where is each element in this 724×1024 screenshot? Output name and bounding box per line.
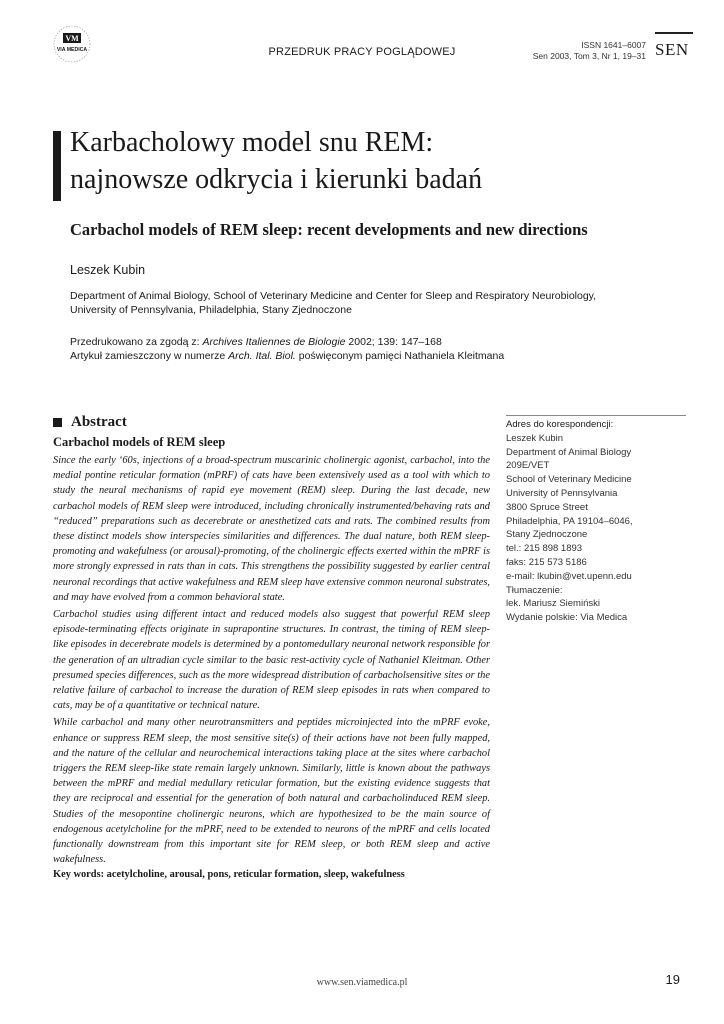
abstract-section xyxy=(53,414,490,880)
reprint-note xyxy=(70,335,670,363)
correspondence-line: University of Pennsylvania xyxy=(506,487,618,499)
title-line-2: najnowsze odkrycia i kierunki badań xyxy=(70,164,483,195)
correspondence-fax: faks: 215 573 5186 xyxy=(506,556,587,568)
keywords: Key words: acetylcholine, arousal, pons, reticular formation, sleep, wakefulness xyxy=(53,869,405,881)
correspondence-line: Leszek Kubin xyxy=(506,432,564,444)
correspondence-line: Philadelphia, PA 19104–6046, xyxy=(506,515,633,527)
correspondence-line: 3800 Spruce Street xyxy=(506,501,588,513)
article-subtitle: Carbachol models of REM sleep: recent developments and new directions xyxy=(70,220,588,239)
abstract-paragraph-2: Carbachol studies using different intact and reduced models also suggest that powerful REM sleep episode-terminating effects originate in suprapontine structures. In contrast, the timing of REM sleep-like episodes in decerebrate models is determined by a pontomedullary neuronal network responsible for the generation of an ultradian cycle similar to the basic rest-activity cycle of Nathaniel Kleitman. Other presumed species differences, such as the more widespread distribution of carbacholsensitive sites or the relative failure of carbachol to increase the duration of REM sleep episodes in rats when compared to cats, may be of a quantitative or technical nature. xyxy=(53,609,490,712)
footer-url[interactable]: www.sen.viamedica.pl xyxy=(316,977,408,988)
correspondence-heading: Adres do korespondencji: xyxy=(506,419,614,430)
issn: ISSN 1641–6007 xyxy=(581,40,646,50)
svg-text:VIA MEDICA: VIA MEDICA xyxy=(56,47,88,53)
correspondence-line: Stany Zjednoczone xyxy=(506,529,588,541)
correspondence-line: Tłumaczenie: xyxy=(506,584,563,596)
author-name: Leszek Kubin xyxy=(70,263,146,277)
publisher-logo xyxy=(44,24,100,64)
correspondence-email[interactable]: e-mail: lkubin@vet.upenn.edu xyxy=(506,570,632,582)
via-medica-logo-icon xyxy=(44,24,100,64)
reprint-line: Przedrukowano za zgodą z: Archives Italiennes de Biologie 2002; 139: 147–168 xyxy=(70,336,442,348)
abstract-heading: Abstract xyxy=(53,414,490,431)
correspondence-line: Wydanie polskie: Via Medica xyxy=(506,612,628,624)
correspondence-phone: tel.: 215 898 1893 xyxy=(506,543,583,555)
section-label: PRZEDRUK PRACY POGLĄDOWEJ xyxy=(268,46,456,58)
title-line-1: Karbacholowy model snu REM: xyxy=(70,127,434,158)
abstract-paragraph-3: While carbachol and many other neurotransmitters and peptides microinjected into the mPRF evoke, enhance or suppress REM sleep, the most sensitive site(s) of their actions have not been fully mapped, and the nature of the cellular and neurochemical interactions taking place at the sites where carbachol triggers the REM sleep-like state remain largely unknown. Similarly, little is known about the pathways between the mPRF and medial medullary reticular formation, but the existing evidence suggests that they are reciprocal and essential for the generation of both natural and carbacholinduced REM sleep. Studies of the mesopontine cholinergic neurons, which are hypothesized to be the main source of endogenous acetylcholine for the mPRF, need to be extended to neurons of the mPRF and cells located functionally downstream from this important site for REM sleep, or both REM sleep and active wakefulness. xyxy=(53,717,490,866)
page-number: 19 xyxy=(665,972,680,987)
affiliation-line-2: University of Pennsylvania, Philadelphia, Stany Zjednoczone xyxy=(70,304,352,316)
title-accent-bar xyxy=(53,131,61,201)
journal-rule xyxy=(655,32,693,34)
correspondence-line: lek. Mariusz Siemiński xyxy=(506,598,600,610)
article-title xyxy=(70,124,670,198)
affiliation-line-1: Department of Animal Biology, School of Veterinary Medicine and Center for Sleep and Respiratory Neurobiology, xyxy=(70,290,597,302)
abstract-paragraph-1: Since the early ‘60s, injections of a broad-spectrum muscarinic cholinergic agonist, carbachol, into the medial pontine reticular formation (mPRF) of cats have been extensively used as a tool with which to study the neural mechanisms of rapid eye movement (REM) sleep. During the last decade, new carbachol models of REM sleep were introduced, including chronically instrumented/behaving rats and “reduced” preparations such as decerebrate or anesthetized cats and rats. The combined results from these distinct models show interspecies similarities and differences. The dual nature, both REM sleep-promoting and wakefulness (or arousal)-promoting, of the cholinergic effects exerted within the mPRF is more strongly expressed in rats than in cats. This strengthens the possibility suggested by earlier central neuronal recordings that active wakefulness and REM sleep have extensive common neuronal substrates, and may have evolved from a common behavioral state. xyxy=(53,455,490,603)
journal-mark xyxy=(655,32,693,60)
dedication-line: Artykuł zamieszczony w numerze Arch. Ital. Biol. poświęconym pamięci Nathaniela Kleitmana xyxy=(70,350,505,362)
issue-info xyxy=(533,40,646,62)
correspondence-line: Department of Animal Biology xyxy=(506,446,632,458)
affiliation xyxy=(70,289,670,317)
svg-text:VM: VM xyxy=(65,34,79,43)
journal-abbr: SEN xyxy=(655,40,689,59)
correspondence-box xyxy=(506,415,686,625)
square-bullet-icon xyxy=(53,418,62,427)
abstract-subheading: Carbachol models of REM sleep xyxy=(53,435,226,449)
correspondence-line: School of Veterinary Medicine xyxy=(506,474,632,486)
correspondence-line: 209E/VET xyxy=(506,460,550,472)
issue-citation: Sen 2003, Tom 3, Nr 1, 19–31 xyxy=(532,51,646,61)
